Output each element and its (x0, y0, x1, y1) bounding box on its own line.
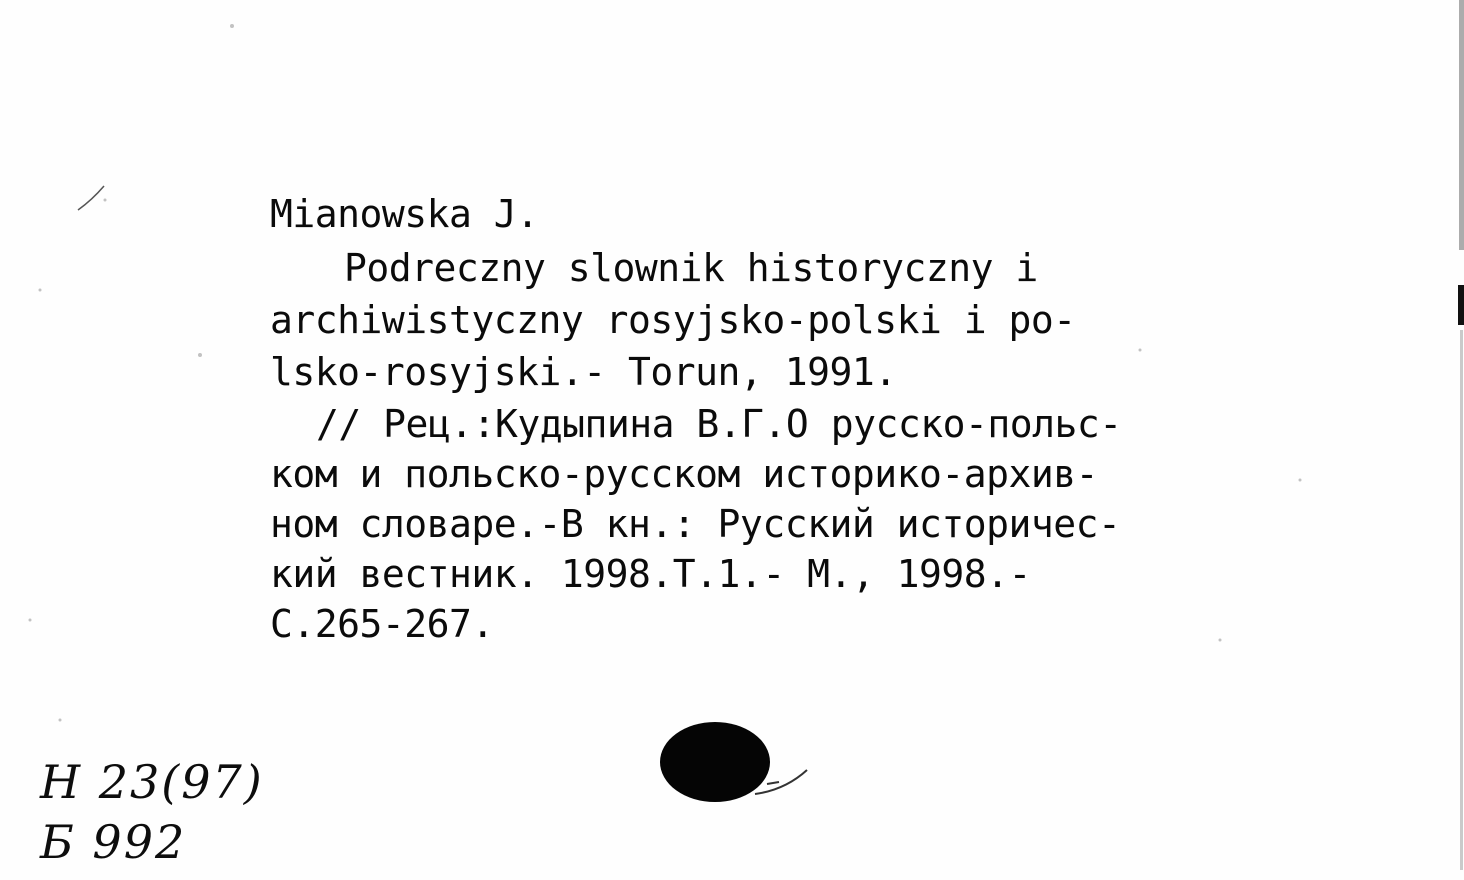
card-title-line: lsko-rosyjski.- Torun, 1991. (270, 350, 897, 394)
card-title-line: archiwistyczny rosyjsko-polski i po- (270, 298, 1076, 342)
card-review-line: ком и польско-русском историко-архив- (270, 452, 1098, 496)
call-number-line2: Б 992 (40, 815, 187, 869)
card-review-line: ном словаре.-В кн.: Русский историчес- (270, 502, 1121, 546)
card-review-line: кий вестник. 1998.Т.1.- М., 1998.- (270, 552, 1031, 596)
card-review-line: // Рец.:Кудыпина В.Г.О русско-польс- (316, 402, 1122, 446)
card-review-line: С.265-267. (270, 602, 494, 646)
punch-hole (655, 712, 815, 812)
call-number-line1: Н 23(97) (40, 755, 264, 809)
card-author: Mianowska J. (270, 192, 539, 236)
card-title-line: Podreczny slownik historyczny i (344, 246, 1038, 290)
